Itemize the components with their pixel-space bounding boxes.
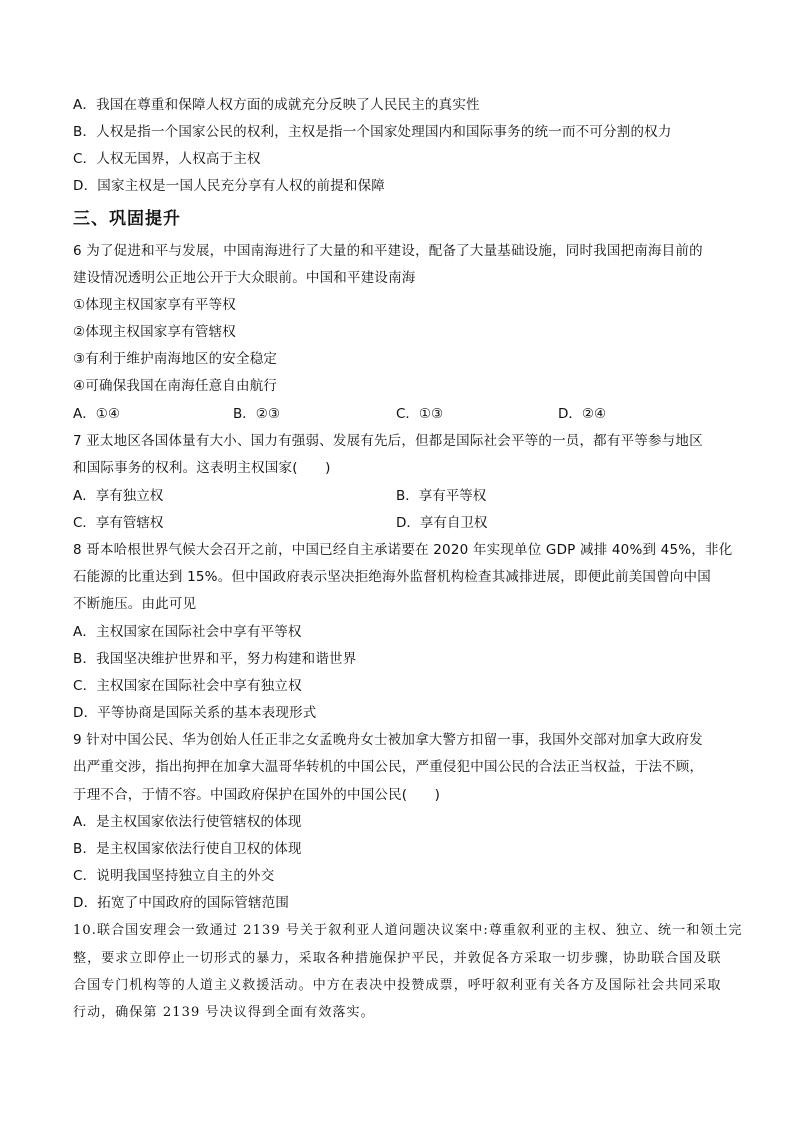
q8-stem-line3: 不断施压。由此可见 — [73, 596, 197, 612]
q6-item-1: ①体现主权国家享有平等权 — [73, 297, 237, 313]
q7-option-a: A．享有独立权 — [73, 488, 164, 504]
q5-option-a: A．我国在尊重和保障人权方面的成就充分反映了人民民主的真实性 — [73, 97, 480, 113]
q8-option-b: B．我国坚决维护世界和平，努力构建和谐世界 — [73, 651, 357, 667]
q10-stem-line3: 合国专门机构等的人道主义救援活动。中方在表决中投赞成票，呼吁叙利亚有关各方及国际社会共同采取 — [73, 978, 722, 993]
q9-option-c: C．说明我国坚持独立自主的外交 — [73, 868, 275, 884]
q7-option-b: B．享有平等权 — [396, 488, 487, 504]
q7-stem-line2: 和国际事务的权利。这表明主权国家( ) — [73, 460, 331, 476]
q5-option-b: B．人权是指一个国家公民的权利，主权是指一个国家处理国内和国际事务的统一而不可分割的权力 — [73, 124, 672, 140]
q9-stem-line3: 于理不合，于情不容。中国政府保护在国外的中国公民( ) — [73, 787, 441, 803]
q6-stem-line1: 6 为了促进和平与发展，中国南海进行了大量的和平建设，配备了大量基础设施，同时我国把南海目前的 — [73, 243, 703, 259]
q8-option-c: C．主权国家在国际社会中享有独立权 — [73, 678, 302, 694]
q9-option-d: D．拓宽了中国政府的国际管辖范围 — [73, 895, 290, 911]
q10-stem-line2: 整，要求立即停止一切形式的暴力，采取各种措施保护平民，并敦促各方采取一切步骤，协助联合国及联 — [73, 951, 722, 966]
q6-option-b: B．②③ — [233, 406, 280, 422]
q6-option-d: D．②④ — [558, 406, 607, 422]
q6-item-3: ③有利于维护南海地区的安全稳定 — [73, 351, 278, 367]
q5-option-d: D．国家主权是一国人民充分享有人权的前提和保障 — [73, 178, 385, 194]
q6-option-c: C．①③ — [396, 406, 444, 422]
q10-stem-line4: 行动，确保第 2139 号决议得到全面有效落实。 — [73, 1005, 375, 1020]
q7-option-d: D．享有自卫权 — [396, 515, 488, 531]
q8-option-a: A．主权国家在国际社会中享有平等权 — [73, 624, 302, 640]
q6-stem-line2: 建设情况透明公正地公开于大众眼前。中国和平建设南海 — [73, 270, 416, 286]
q9-option-a: A．是主权国家依法行使管辖权的体现 — [73, 814, 302, 830]
q7-option-c: C．享有管辖权 — [73, 515, 164, 531]
q7-stem-line1: 7 亚太地区各国体量有大小、国力有强弱、发展有先后，但都是国际社会平等的一员，都有平等参与地区 — [73, 433, 703, 449]
q9-stem-line1: 9 针对中国公民、华为创始人任正非之女孟晚舟女士被加拿大警方扣留一事，我国外交部对加拿大政府发 — [73, 732, 703, 748]
q8-option-d: D．平等协商是国际关系的基本表现形式 — [73, 705, 317, 721]
q5-option-c: C．人权无国界，人权高于主权 — [73, 151, 261, 167]
q9-stem-line2: 出严重交涉，指出拘押在加拿大温哥华转机的中国公民，严重侵犯中国公民的合法正当权益，于法不顾， — [73, 759, 704, 775]
q8-stem-line1: 8 哥本哈根世界气候大会召开之前，中国已经自主承诺要在 2020 年实现单位 GDP 减排 40%到 45%，非化 — [73, 542, 733, 558]
section-heading: 三、巩固提升 — [73, 209, 181, 229]
q9-option-b: B．是主权国家依法行使自卫权的体现 — [73, 841, 302, 857]
q6-item-4: ④可确保我国在南海任意自由航行 — [73, 378, 278, 394]
q6-item-2: ②体现主权国家享有管辖权 — [73, 324, 237, 340]
q10-stem-line1: 10.联合国安理会一致通过 2139 号关于叙利亚人道问题决议案中:尊重叙利亚的主权、独立、统一和领土完 — [73, 923, 743, 938]
q6-option-a: A．①④ — [73, 406, 120, 422]
q8-stem-line2: 石能源的比重达到 15%。但中国政府表示坚决拒绝海外监督机构检查其减排进展，即便此前美国曾向中国 — [73, 569, 711, 585]
